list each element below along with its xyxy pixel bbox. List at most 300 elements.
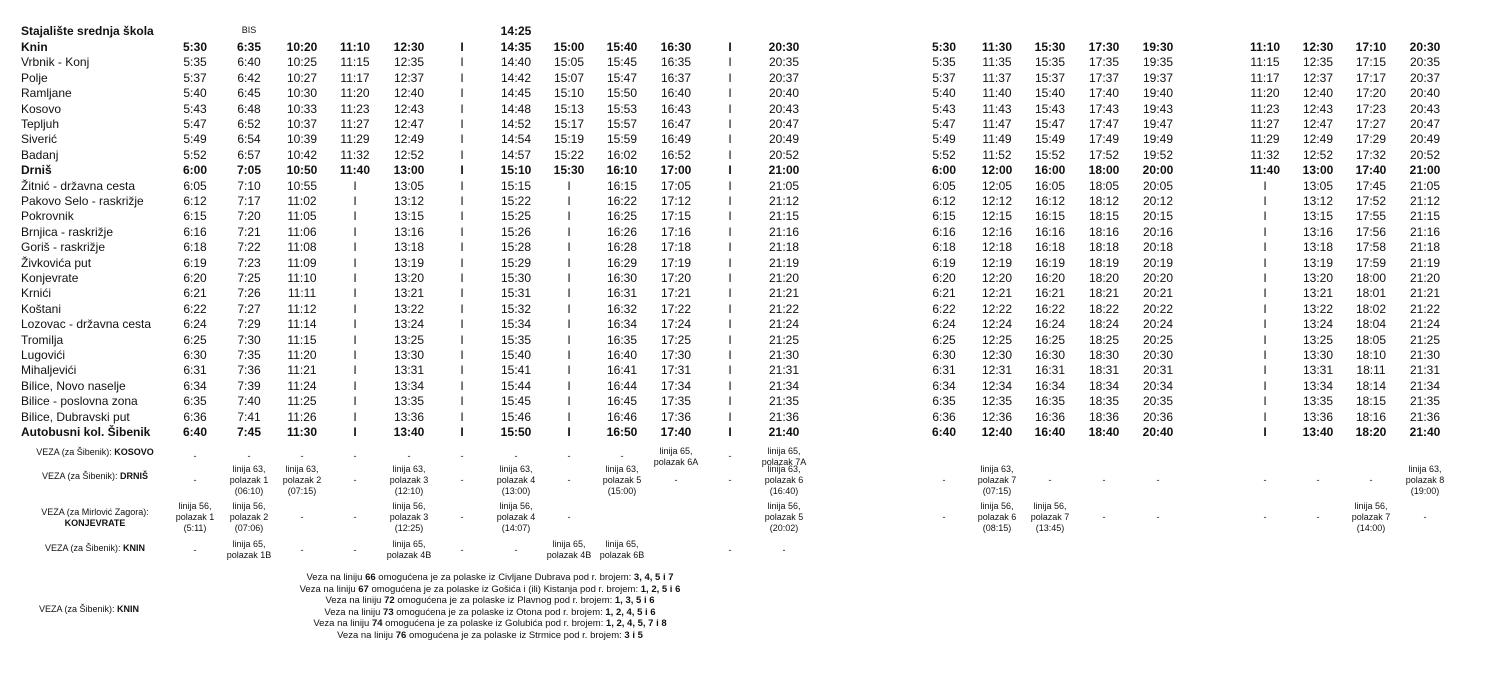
stop-name: Kosovo <box>21 101 62 116</box>
pass-through-mark: I <box>460 363 464 378</box>
departure-time: 16:10 <box>606 163 638 178</box>
departure-time: 16:30 <box>1034 348 1066 362</box>
departure-time: 17:10 <box>1355 40 1387 54</box>
pass-through-mark: I <box>728 394 732 409</box>
departure-time: 13:20 <box>1302 271 1334 285</box>
pass-through-mark: I <box>460 40 464 54</box>
connection-line: polazak 6 <box>764 475 804 485</box>
departure-time: 16:35 <box>660 55 692 70</box>
departure-time: 5:43 <box>183 101 207 116</box>
departure-time: 21:31 <box>768 363 800 378</box>
departure-time: 21:20 <box>1409 271 1441 285</box>
departure-time: 12:12 <box>981 194 1013 208</box>
departure-time: 10:27 <box>286 70 318 85</box>
pass-through-mark: I <box>1263 317 1267 332</box>
departure-time: 6:48 <box>237 101 261 116</box>
departure-time: 16:32 <box>606 301 638 316</box>
connection-none <box>568 451 571 462</box>
departure-time: 12:34 <box>981 378 1013 393</box>
departure-time: 13:21 <box>1302 286 1334 301</box>
departure-time: 11:23 <box>340 101 370 116</box>
departure-time: 18:24 <box>1088 317 1120 332</box>
departure-time: 17:56 <box>1355 224 1387 239</box>
connection-line: - <box>460 451 464 461</box>
departure-time: 12:37 <box>1302 70 1334 85</box>
connection-none <box>1157 475 1160 486</box>
departure-time: 18:12 <box>1088 194 1120 208</box>
connection-line: - <box>1048 475 1052 485</box>
departure-time: 7:36 <box>237 363 261 378</box>
connection-line: (06:10) <box>234 486 264 496</box>
departure-time: 15:46 <box>500 409 532 424</box>
connection-line: - <box>1263 512 1267 522</box>
departure-time: 16:25 <box>606 209 638 224</box>
pass-through-mark: I <box>567 240 571 255</box>
departure-time: 20:52 <box>1409 147 1441 162</box>
departure-time: 15:45 <box>606 55 638 70</box>
departure-time: 18:16 <box>1088 224 1120 239</box>
connection-label-prefix: VEZA (za Šibenik): <box>36 447 115 457</box>
connection-none <box>461 512 464 523</box>
departure-time: 17:16 <box>660 224 692 239</box>
departure-time: 6:05 <box>183 178 207 193</box>
note-nums: 1, 2, 4, 5, 7 i 8 <box>605 618 667 629</box>
departure-time: 11:35 <box>982 55 1012 70</box>
connection-line: linija 56, <box>980 501 1014 511</box>
connection-cell <box>1406 464 1445 497</box>
departure-time: 15:47 <box>606 70 638 85</box>
connection-line: - <box>193 451 197 461</box>
departure-time: 6:19 <box>932 255 956 270</box>
departure-time: 18:25 <box>1088 332 1120 347</box>
connection-none <box>301 451 304 462</box>
departure-time: 12:36 <box>981 409 1013 424</box>
connection-line: (5:11) <box>183 523 207 533</box>
departure-time: 6:22 <box>183 301 207 316</box>
departure-time: 20:47 <box>1409 117 1441 131</box>
connection-line: linija 56, <box>499 501 533 511</box>
connection-line: polazak 7A <box>761 456 807 467</box>
departure-time: 12:40 <box>981 425 1013 439</box>
departure-time: 16:40 <box>1034 425 1066 439</box>
connection-line: - <box>514 451 518 461</box>
departure-time: 13:34 <box>393 378 425 393</box>
pass-through-mark: I <box>1263 425 1267 439</box>
departure-time: 16:34 <box>1034 378 1066 393</box>
note-mid: omogućena je za polaske iz Gošića i (ili) Kistanja pod r. brojem: <box>368 583 641 595</box>
departure-time: 6:18 <box>183 240 207 255</box>
connection-label-stop: KONJEVRATE <box>64 518 126 528</box>
connection-cell <box>654 446 699 468</box>
pass-through-mark: I <box>1263 409 1267 424</box>
connection-line: polazak 6B <box>599 550 645 560</box>
departure-time: 6:22 <box>932 301 956 316</box>
connection-none <box>461 545 464 556</box>
departure-time: 20:47 <box>768 117 800 131</box>
pass-through-mark: I <box>728 55 732 70</box>
departure-time: 11:32 <box>340 147 370 162</box>
stop-name: Bilice, Novo naselje <box>21 378 126 393</box>
pass-through-mark: I <box>567 348 571 362</box>
departure-time: 6:25 <box>932 332 956 347</box>
pass-through-mark: I <box>460 70 464 85</box>
pass-through-mark: I <box>353 271 357 285</box>
departure-time: 17:23 <box>1355 101 1387 116</box>
pass-through-mark: I <box>1263 301 1267 316</box>
departure-time: 21:22 <box>768 301 800 316</box>
pass-through-mark: I <box>460 301 464 316</box>
departure-time: 11:05 <box>287 209 317 224</box>
pass-through-mark: I <box>460 194 464 208</box>
departure-time: 11:09 <box>287 255 317 270</box>
departure-time: 12:30 <box>393 40 425 54</box>
departure-time: 7:39 <box>237 378 261 393</box>
departure-time: 17:40 <box>1355 163 1387 178</box>
departure-time: 6:24 <box>183 317 207 332</box>
departure-time: 13:12 <box>1302 194 1334 208</box>
departure-time: 20:30 <box>768 40 800 54</box>
connection-line: linija 56, <box>1033 501 1067 511</box>
departure-time: 15:37 <box>1034 70 1066 85</box>
departure-time: 14:42 <box>500 70 532 85</box>
departure-time: 21:25 <box>768 332 800 347</box>
departure-time: 11:20 <box>1250 86 1280 101</box>
stop-name: Ramljane <box>21 86 72 101</box>
departure-time: 6:36 <box>932 409 956 424</box>
pass-through-mark: I <box>353 378 357 393</box>
connection-cell <box>230 464 269 497</box>
departure-time: 10:50 <box>286 163 318 178</box>
connection-line: polazak 3 <box>389 512 429 522</box>
departure-time: 10:20 <box>286 40 318 54</box>
stop-name: Krnići <box>21 286 52 301</box>
connection-line: (14:00) <box>1356 523 1386 533</box>
connection-none <box>354 451 357 462</box>
departure-time: 15:44 <box>500 378 532 393</box>
connection-none <box>1264 512 1267 523</box>
pass-through-mark: I <box>460 255 464 270</box>
stop-name: Tepljuh <box>21 117 60 131</box>
departure-time: 13:16 <box>393 224 425 239</box>
departure-time: 5:47 <box>932 117 956 131</box>
pass-through-mark: I <box>728 348 732 362</box>
pass-through-mark: I <box>728 147 732 162</box>
pass-through-mark: I <box>1263 378 1267 393</box>
connection-line: linija 63, <box>392 464 426 474</box>
departure-time: 15:53 <box>606 101 638 116</box>
connection-none <box>943 512 946 523</box>
pass-through-mark: I <box>567 317 571 332</box>
departure-time: 20:35 <box>1142 394 1174 409</box>
departure-time: 6:20 <box>183 271 207 285</box>
pass-through-mark: I <box>460 55 464 70</box>
pass-through-mark: I <box>728 101 732 116</box>
pass-through-mark: I <box>728 132 732 147</box>
departure-time: 13:36 <box>393 409 425 424</box>
connection-line: (14:07) <box>501 523 531 533</box>
stop-name: Koštani <box>21 301 62 316</box>
departure-time: 11:08 <box>287 240 317 255</box>
connection-line: linija 56, <box>1354 501 1388 511</box>
departure-time: 11:40 <box>1249 163 1281 178</box>
departure-time: 7:10 <box>237 178 261 193</box>
connection-line: linija 65, <box>659 445 693 456</box>
departure-time: 21:24 <box>1409 317 1441 332</box>
departure-time: 15:30 <box>1034 40 1066 54</box>
pass-through-mark: I <box>1263 178 1267 193</box>
departure-time: 5:49 <box>183 132 207 147</box>
departure-time: 15:45 <box>500 394 532 409</box>
connection-line: linija 56, <box>767 501 801 511</box>
departure-time: 11:21 <box>287 363 317 378</box>
note-line: 74 <box>371 618 383 629</box>
departure-time: 15:05 <box>553 55 585 70</box>
departure-time: 18:34 <box>1088 378 1120 393</box>
departure-time: 18:19 <box>1088 255 1120 270</box>
connection-note <box>324 607 655 619</box>
departure-time: 13:34 <box>1302 378 1334 393</box>
connection-line: polazak 7 <box>1351 512 1391 522</box>
departure-time: 17:30 <box>660 348 692 362</box>
departure-time: 11:20 <box>340 86 370 101</box>
pass-through-mark: I <box>353 240 357 255</box>
departure-time: 12:52 <box>393 147 425 162</box>
connection-cell <box>176 501 215 534</box>
departure-time: 5:49 <box>932 132 956 147</box>
departure-time: 16:05 <box>1034 178 1066 193</box>
departure-time: 13:05 <box>1302 178 1334 193</box>
departure-time: 5:40 <box>932 86 956 101</box>
departure-time: 11:15 <box>1250 55 1280 70</box>
pass-through-mark: I <box>353 363 357 378</box>
pass-through-mark: I <box>728 194 732 208</box>
connection-line: - <box>567 451 571 461</box>
departure-time: 15:59 <box>606 132 638 147</box>
departure-time: 10:39 <box>286 132 318 147</box>
departure-time: 16:30 <box>606 271 638 285</box>
departure-time: 13:00 <box>393 163 425 178</box>
departure-time: 13:20 <box>393 271 425 285</box>
connection-line: (07:06) <box>234 523 264 533</box>
connection-none <box>461 451 464 462</box>
connection-none <box>621 451 624 462</box>
departure-time: 5:52 <box>183 147 207 162</box>
note-mid: omogućena je za polaske iz Strmice pod r. brojem: <box>406 629 625 641</box>
pass-through-mark: I <box>460 425 464 439</box>
departure-time: 12:20 <box>981 271 1013 285</box>
connection-none <box>1049 475 1052 486</box>
departure-time: 17:47 <box>1088 117 1120 131</box>
departure-time: 15:40 <box>500 348 532 362</box>
connection-none <box>248 451 251 462</box>
departure-time: 6:05 <box>932 178 956 193</box>
pass-through-mark: I <box>353 209 357 224</box>
connection-line: linija 65, <box>232 539 266 549</box>
pass-through-mark: I <box>567 178 571 193</box>
notes-label-stop: KNIN <box>117 604 140 614</box>
departure-time: 11:20 <box>287 348 317 362</box>
departure-time: 21:40 <box>1409 425 1441 439</box>
connection-line: - <box>300 512 304 522</box>
departure-time: 14:45 <box>500 86 532 101</box>
departure-time: 6:34 <box>932 378 956 393</box>
pass-through-mark: I <box>353 425 357 439</box>
connection-line: polazak 7 <box>1030 512 1070 522</box>
connection-line: (08:15) <box>982 523 1012 533</box>
departure-time: 19:40 <box>1142 86 1174 101</box>
departure-time: 18:40 <box>1088 425 1120 439</box>
pass-through-mark: I <box>728 409 732 424</box>
connection-note <box>313 618 666 630</box>
departure-time: 20:40 <box>1409 86 1441 101</box>
departure-time: 7:25 <box>237 271 261 285</box>
departure-time: 6:57 <box>237 147 261 162</box>
departure-time: 13:31 <box>393 363 425 378</box>
connection-line: linija 63, <box>1408 464 1442 474</box>
departure-time: 15:30 <box>553 163 585 178</box>
departure-time: 16:47 <box>660 117 692 131</box>
departure-time: 16:21 <box>1034 286 1066 301</box>
departure-time: 18:18 <box>1088 240 1120 255</box>
connection-none <box>408 451 411 462</box>
pass-through-mark: I <box>728 425 732 439</box>
pass-through-mark: I <box>1263 348 1267 362</box>
connection-none <box>1103 512 1106 523</box>
departure-time: 13:22 <box>393 301 425 316</box>
pass-through-mark: I <box>353 317 357 332</box>
departure-time: 6:25 <box>183 332 207 347</box>
departure-time: 6:00 <box>182 163 208 178</box>
departure-time: 13:25 <box>1302 332 1334 347</box>
pass-through-mark: I <box>460 224 464 239</box>
pass-through-mark: I <box>567 255 571 270</box>
departure-time: 21:34 <box>768 378 800 393</box>
pass-through-mark: I <box>567 301 571 316</box>
departure-time: 16:44 <box>606 378 638 393</box>
pass-through-mark: I <box>567 194 571 208</box>
connection-note <box>337 630 643 642</box>
pass-through-mark: I <box>1263 332 1267 347</box>
connection-cell <box>230 501 269 534</box>
departure-time: 16:35 <box>1034 394 1066 409</box>
departure-time: 17:15 <box>1355 55 1387 70</box>
connection-cell <box>497 464 536 497</box>
departure-time: 5:30 <box>182 40 208 54</box>
departure-time: 6:20 <box>932 271 956 285</box>
departure-time: 11:30 <box>286 425 318 439</box>
departure-time: 5:30 <box>931 40 957 54</box>
connection-label-stop: DRNIŠ <box>120 471 149 481</box>
departure-time: 21:31 <box>1409 363 1441 378</box>
departure-time: 17:40 <box>1088 86 1120 101</box>
departure-time: 6:45 <box>237 86 261 101</box>
departure-time: 15:43 <box>1034 101 1066 116</box>
pass-through-mark: I <box>1263 194 1267 208</box>
connection-line: polazak 8 <box>1405 475 1445 485</box>
departure-time: 12:35 <box>1302 55 1334 70</box>
departure-time: 12:47 <box>1302 117 1334 131</box>
departure-time: 20:20 <box>1142 271 1174 285</box>
connection-line: linija 56, <box>232 501 266 511</box>
departure-time: 7:21 <box>237 224 261 239</box>
note-mid: omogućena je za polaske iz Plavnog pod r. brojem: <box>394 595 615 606</box>
departure-time: 21:19 <box>768 255 800 270</box>
departure-time: 16:52 <box>660 147 692 162</box>
departure-time: 15:19 <box>553 132 585 147</box>
departure-time: 11:30 <box>981 40 1013 54</box>
pass-through-mark: I <box>353 348 357 362</box>
connection-line: - <box>353 544 357 555</box>
departure-time: 19:35 <box>1142 55 1174 70</box>
note-line: 73 <box>383 606 394 618</box>
note-line: 72 <box>384 595 395 606</box>
pass-through-mark: I <box>353 409 357 424</box>
departure-time: 17:37 <box>1088 70 1120 85</box>
connection-label-prefix: VEZA (za Mirlović Zagora): <box>41 507 149 517</box>
connection-line: - <box>1263 475 1267 485</box>
departure-time: 10:37 <box>286 117 318 131</box>
departure-time: 13:05 <box>393 178 425 193</box>
departure-time: 11:02 <box>287 194 317 208</box>
note-mid: omogućena je za polaske iz Golubića pod r. brojem: <box>382 618 606 629</box>
departure-time: 16:20 <box>1034 271 1066 285</box>
departure-time: 20:19 <box>1142 255 1174 270</box>
departure-time: 20:16 <box>1142 224 1174 239</box>
departure-time: 15:17 <box>553 117 585 131</box>
departure-time: 13:24 <box>393 317 425 332</box>
pass-through-mark: I <box>567 409 571 424</box>
connection-none <box>515 451 518 462</box>
pass-through-mark: I <box>728 332 732 347</box>
pass-through-mark: I <box>728 40 732 54</box>
note-line: 66 <box>365 572 376 583</box>
departure-time: 12:47 <box>393 117 425 131</box>
connection-none <box>783 545 786 556</box>
departure-time: 6:31 <box>932 363 956 378</box>
pass-through-mark: I <box>728 209 732 224</box>
departure-time: 17:58 <box>1355 240 1387 255</box>
departure-time: 14:35 <box>500 40 532 54</box>
departure-time: 15:28 <box>500 240 532 255</box>
departure-time: 16:16 <box>1034 224 1066 239</box>
departure-time: 7:35 <box>237 348 261 362</box>
departure-time: 14:57 <box>500 147 532 162</box>
departure-time: 17:31 <box>660 363 692 378</box>
departure-time: 15:34 <box>500 317 532 332</box>
connection-none <box>515 545 518 556</box>
departure-time: 15:35 <box>1034 55 1066 70</box>
departure-time: 12:35 <box>393 55 425 70</box>
departure-time: 15:30 <box>500 271 532 285</box>
stop-name: Bilice - poslovna zona <box>21 394 138 409</box>
departure-time: 16:22 <box>1034 301 1066 316</box>
departure-time: 21:18 <box>1409 240 1441 255</box>
departure-time: 11:29 <box>340 132 370 147</box>
departure-time: 11:29 <box>1250 132 1280 147</box>
departure-time: 12:24 <box>981 317 1013 332</box>
departure-time: 21:12 <box>768 194 800 208</box>
departure-time: 18:36 <box>1088 409 1120 424</box>
departure-time: 17:18 <box>660 240 692 255</box>
connection-line: polazak 1 <box>175 512 215 522</box>
departure-time: 12:43 <box>393 101 425 116</box>
stop-name: Konjevrate <box>21 271 79 285</box>
connection-line: - <box>514 544 518 555</box>
departure-time: 6:16 <box>932 224 956 239</box>
connection-line: (16:40) <box>769 486 799 496</box>
departure-time: 13:19 <box>393 255 425 270</box>
pass-through-mark: I <box>567 378 571 393</box>
